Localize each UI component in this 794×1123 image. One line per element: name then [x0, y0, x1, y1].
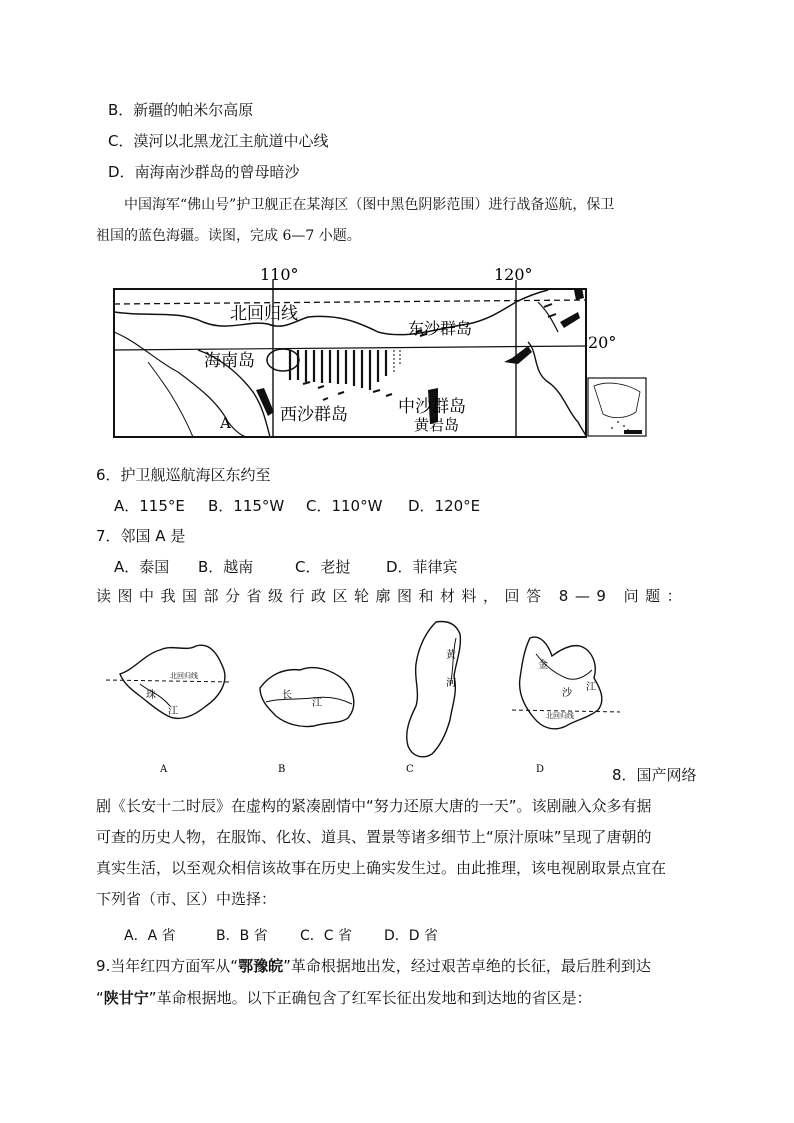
zhongsha-label: 中沙群岛: [398, 397, 466, 417]
q8-line-4: 真实生活，以至观众相信该故事在历史上确实发生过。由此推理，该电视剧取景点宜在: [96, 859, 667, 877]
inset-map: [588, 378, 646, 436]
q9-origin: 鄂豫皖: [238, 957, 284, 975]
q8-line-3: 可查的历史人物，在服饰、化妆、道具、置景等诸多细节上“原汁原味”呈现了唐朝的: [96, 828, 652, 846]
province-a-river-2: 江: [168, 706, 178, 717]
province-c-river-2: 河: [446, 678, 456, 689]
q6-option-a: A．115°E: [114, 497, 185, 515]
q9-line2-pre: “: [96, 989, 104, 1007]
lon-120-label: 120°: [494, 265, 533, 284]
province-d-river-1: 金: [538, 660, 548, 671]
province-d-tropic: 北回归线: [546, 712, 574, 720]
dongsha-label: 东沙群岛: [408, 319, 473, 338]
q5-option-c: C．漠河以北黑龙江主航道中心线: [108, 132, 329, 150]
intro-6-7-line1: 中国海军“佛山号”护卫舰正在某海区（图中黑色阴影范围）进行战备巡航，保卫: [124, 197, 615, 213]
province-d-label: D: [536, 764, 545, 775]
q7-option-d: D．菲律宾: [386, 558, 458, 576]
q8-option-a: A．A 省: [124, 928, 176, 944]
hainan-island-outline: [267, 349, 299, 371]
province-a-label: A: [160, 764, 168, 775]
lat-20-label: 20°: [588, 333, 617, 352]
country-a-label: A: [220, 414, 231, 432]
parallel-20: [114, 346, 586, 350]
q5-option-b: B．新疆的帕米尔高原: [108, 101, 254, 119]
q9-line2-post: ”革命根据地。以下正确包含了红军长征出发地和到达地的省区是：: [148, 989, 592, 1007]
q9-line1-pre: 9.当年红四方面军从“: [96, 957, 239, 975]
china-coastline: [114, 290, 548, 335]
province-a-tropic: 北回归线: [170, 672, 198, 680]
province-a-river-1: 珠: [146, 690, 156, 701]
q8-option-b: B．B 省: [216, 928, 268, 944]
province-c-river-1: 黄: [446, 650, 456, 661]
province-b-map: [260, 668, 354, 775]
hainan-label: 海南岛: [204, 351, 255, 371]
province-d-river-2: 沙: [562, 688, 572, 699]
q9-destination: 陕甘宁: [103, 989, 149, 1007]
inland-border: [148, 362, 193, 437]
province-d-river-3: 江: [586, 682, 596, 693]
q7-option-b: B．越南: [198, 558, 254, 576]
province-c-map: [406, 622, 460, 776]
huangyan-label: 黄岩岛: [414, 416, 460, 434]
q8-stem-start: 8．国产网络: [612, 766, 697, 784]
south-china-sea-map: [108, 262, 653, 442]
q9-line1-post: ”革命根据地出发，经过艰苦卓绝的长征，最后胜利到达: [283, 957, 651, 975]
q6-option-d: D．120°E: [408, 497, 481, 515]
q9-line-2: [96, 988, 592, 1008]
q8-option-c: C．C 省: [300, 928, 353, 944]
province-a-map: [106, 645, 232, 775]
q6-option-b: B．115°W: [208, 497, 285, 515]
patrol-zone: [283, 350, 405, 390]
lon-110-label: 110°: [260, 265, 299, 284]
q7-option-a: A．泰国: [114, 558, 170, 576]
xisha-label: 西沙群岛: [280, 405, 348, 425]
province-b-river-2: 江: [312, 698, 322, 709]
q8-line-2: 剧《长安十二时辰》在虚构的紧凑剧情中“努力还原大唐的一天”。该剧融入众多有据: [96, 797, 652, 815]
q8-line-5: 下列省（市、区）中选择：: [96, 890, 277, 908]
q6-stem: 6．护卫舰巡航海区东约至: [96, 466, 271, 484]
q6-option-c: C．110°W: [306, 497, 383, 515]
q7-option-c: C．老挝: [295, 558, 351, 576]
q9-line-1: [96, 956, 651, 976]
province-d-map: [512, 637, 620, 775]
intro-6-7-line2: 祖国的蓝色海疆。读图，完成 6—7 小题。: [96, 228, 361, 244]
philippines-coast: [528, 342, 586, 437]
q8-option-d: D．D 省: [384, 928, 439, 944]
tropic-label: 北回归线: [230, 304, 298, 324]
intro-8-9: 读图中我国部分省级行政区轮廓图和材料，回答 8—9 问题：: [96, 587, 689, 605]
q7-stem: 7．邻国 A 是: [96, 527, 186, 545]
province-b-river-1: 长: [282, 690, 292, 701]
province-maps: [100, 614, 620, 784]
q5-option-d: D．南海南沙群岛的曾母暗沙: [108, 163, 300, 181]
province-c-label: C: [406, 764, 414, 775]
province-b-label: B: [278, 764, 286, 775]
